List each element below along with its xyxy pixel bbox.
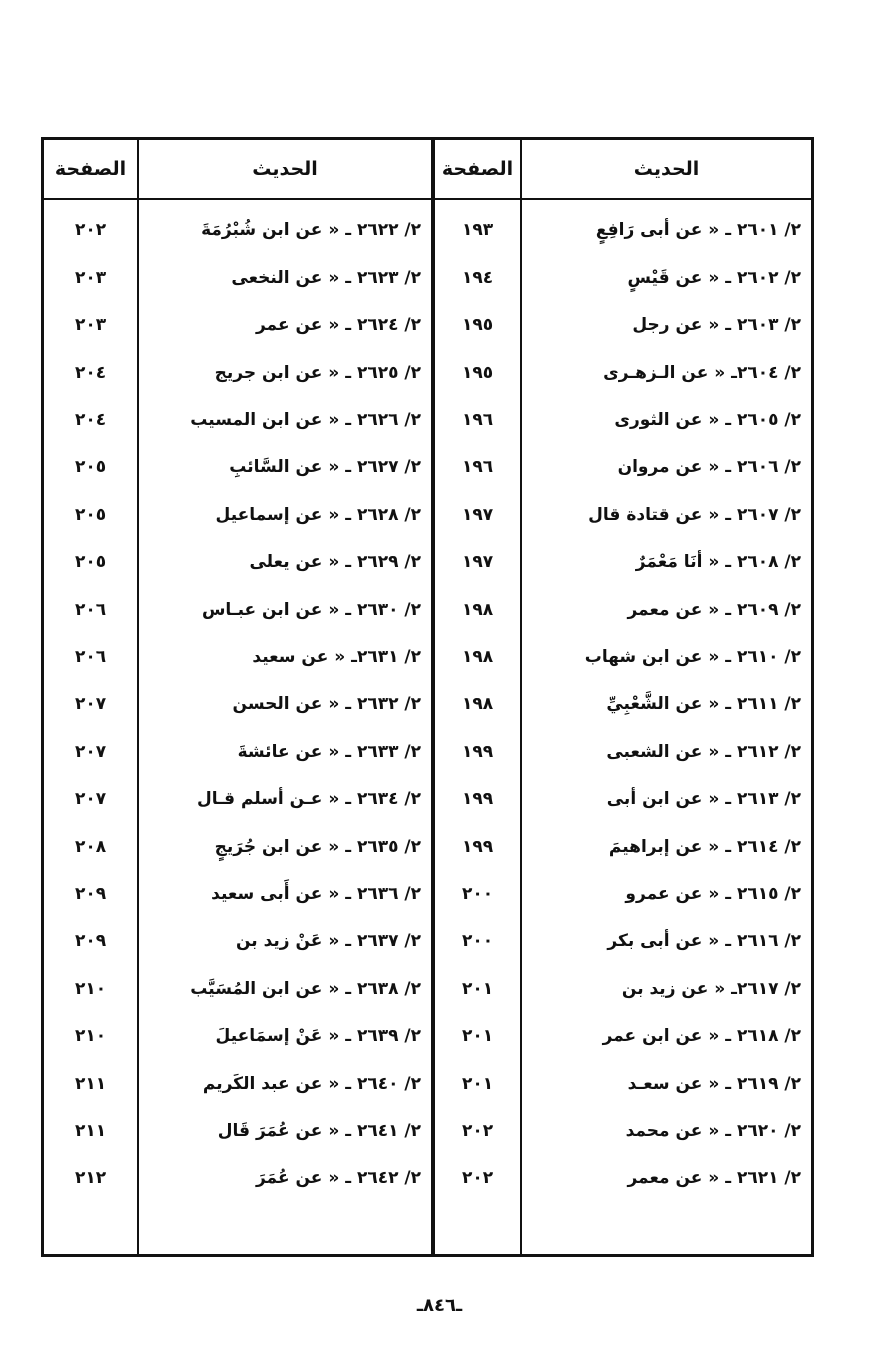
left-page-cell: ٢٠٤	[74, 409, 107, 430]
left-page-cell: ٢٠٧	[74, 694, 107, 715]
table-row	[44, 1155, 811, 1202]
right-hadith-cell: ٢/ ٢٦٠٧ ـ « عن قتادة قال	[588, 504, 801, 525]
left-hadith-cell: ٢/ ٢٦٣٧ ـ « عَنْ زيد بن	[235, 931, 421, 952]
left-hadith-cell: ٢/ ٢٦٢٦ ـ « عن ابن المسيب	[190, 409, 421, 430]
right-page-cell: ٢٠٢	[461, 1120, 494, 1141]
right-hadith-cell: ٢/ ٢٦١٣ ـ « عن ابن أبى	[606, 789, 801, 810]
right-page-cell: ١٩٦	[461, 457, 494, 478]
right-page-cell: ١٩٨	[461, 599, 494, 620]
left-page-cell: ٢٠٦	[74, 646, 107, 667]
left-hadith-cell: ٢/ ٢٦٢٧ ـ « عن السَّائبِ	[229, 457, 421, 478]
left-page-cell: ٢١٢	[74, 1168, 107, 1189]
right-page-cell: ٢٠١	[461, 1073, 494, 1094]
left-page-cell: ٢٠٩	[74, 883, 107, 904]
right-hadith-cell: ٢/ ٢٦٠٤ـ « عن الـزهـرى	[603, 362, 801, 383]
left-page-cell: ٢٠٢	[74, 220, 107, 241]
right-hadith-cell: ٢/ ٢٦١٤ ـ « عن إبراهيمَ	[608, 836, 801, 857]
right-page-cell: ١٩٩	[461, 836, 494, 857]
left-page-cell: ٢٠٧	[74, 741, 107, 762]
table-row	[44, 634, 811, 681]
right-page-cell: ١٩٤	[461, 267, 494, 288]
right-hadith-cell: ٢/ ٢٦١٦ ـ « عن أبى بكر	[607, 931, 801, 952]
left-page-cell: ٢٠٥	[74, 457, 107, 478]
left-hadith-cell: ٢/ ٢٦٣١ـ « عن سعيد	[252, 646, 421, 667]
right-hadith-cell: ٢/ ٢٦١٢ ـ « عن الشعبى	[606, 741, 801, 762]
right-hadith-cell: ٢/ ٢٦٠٢ ـ « عن قَيْسٍ	[627, 267, 801, 288]
right-page-cell: ١٩٩	[461, 741, 494, 762]
right-page-cell: ١٩٧	[461, 552, 494, 573]
left-page-cell: ٢١١	[74, 1073, 107, 1094]
left-hadith-cell: ٢/ ٢٦٣٢ ـ « عن الحسن	[232, 694, 421, 715]
right-hadith-cell: ٢/ ٢٦٠١ ـ « عن أبى رَافِعٍ	[595, 220, 801, 241]
header-divider	[44, 198, 811, 200]
right-hadith-cell: ٢/ ٢٦١١ ـ « عن الشَّعْبِيِّ	[606, 694, 801, 715]
table-row	[44, 1108, 811, 1155]
left-page-cell: ٢٠٥	[74, 552, 107, 573]
right-hadith-cell: ٢/ ٢٦٠٨ ـ « أنَا مَعْمَرٌ	[635, 552, 801, 573]
page-number: ـ٨٤٦ـ	[416, 1295, 463, 1316]
right-hadith-cell: ٢/ ٢٦١٩ ـ « عن سعـد	[627, 1073, 801, 1094]
left-hadith-cell: ٢/ ٢٦٣٦ ـ « عن أَبى سعيد	[211, 883, 421, 904]
right-hadith-cell: ٢/ ٢٦٠٦ ـ « عن مروان	[617, 457, 801, 478]
right-page-cell: ١٩٣	[461, 220, 494, 241]
table-row	[44, 586, 811, 633]
right-page-cell: ١٩٨	[461, 646, 494, 667]
header-right-hadith: الحديث	[633, 158, 700, 180]
left-page-cell: ٢١٠	[74, 978, 107, 999]
left-page-cell: ٢٠٧	[74, 789, 107, 810]
right-hadith-cell: ٢/ ٢٦١٨ ـ « عن ابن عمر	[602, 1026, 801, 1047]
table-row	[44, 728, 811, 775]
right-page-cell: ٢٠١	[461, 1026, 494, 1047]
left-hadith-cell: ٢/ ٢٦٣٠ ـ « عن ابن عبـاس	[201, 599, 421, 620]
table-row	[44, 491, 811, 538]
left-page-cell: ٢٠٤	[74, 362, 107, 383]
right-hadith-cell: ٢/ ٢٦١٠ ـ « عن ابن شهاب	[584, 646, 801, 667]
left-hadith-cell: ٢/ ٢٦٢٥ ـ « عن ابن جريج	[214, 362, 421, 383]
left-hadith-cell: ٢/ ٢٦٢٢ ـ « عن ابن شُبْرُمَةَ	[201, 220, 421, 241]
right-page-cell: ١٩٦	[461, 409, 494, 430]
right-page-cell: ٢٠٠	[461, 883, 494, 904]
table-row	[44, 871, 811, 918]
right-page-cell: ٢٠١	[461, 978, 494, 999]
left-hadith-cell: ٢/ ٢٦٤١ ـ « عن عُمَرَ قَال	[217, 1120, 421, 1141]
right-page-cell: ١٩٩	[461, 789, 494, 810]
table-row	[44, 1013, 811, 1060]
table-row	[44, 254, 811, 301]
table-row	[44, 349, 811, 396]
left-hadith-cell: ٢/ ٢٦٣٥ ـ « عن ابن جُرَيجٍ	[214, 836, 421, 857]
left-page-cell: ٢٠٥	[74, 504, 107, 525]
right-hadith-cell: ٢/ ٢٦٢٠ ـ « عن محمد	[625, 1120, 801, 1141]
table-row	[44, 776, 811, 823]
table-row	[44, 965, 811, 1012]
left-page-cell: ٢٠٩	[74, 931, 107, 952]
left-hadith-cell: ٢/ ٢٦٣٨ ـ « عن ابن المُسَيَّب	[190, 978, 421, 999]
header-left-hadith: الحديث	[252, 158, 318, 180]
right-page-cell: ١٩٥	[461, 362, 494, 383]
right-hadith-cell: ٢/ ٢٦١٧ـ « عن زيد بن	[621, 978, 801, 999]
right-page-cell: ٢٠٠	[461, 931, 494, 952]
header-right-page: الصفحة	[441, 158, 514, 180]
table-row	[44, 681, 811, 728]
left-page-cell: ٢٠٨	[74, 836, 107, 857]
right-page-cell: ٢٠٢	[461, 1168, 494, 1189]
table-row	[44, 823, 811, 870]
table-row	[44, 918, 811, 965]
right-hadith-cell: ٢/ ٢٦٠٥ ـ « عن الثورى	[614, 409, 801, 430]
right-page-cell: ١٩٨	[461, 694, 494, 715]
index-table	[41, 137, 814, 1257]
left-hadith-cell: ٢/ ٢٦٣٤ ـ « عـن أسلم قـال	[196, 789, 421, 810]
left-hadith-cell: ٢/ ٢٦٤٢ ـ « عن عُمَرَ	[255, 1168, 421, 1189]
left-hadith-cell: ٢/ ٢٦٢٨ ـ « عن إسماعيل	[215, 504, 421, 525]
left-hadith-cell: ٢/ ٢٦٢٤ ـ « عن عمر	[255, 315, 421, 336]
table-row	[44, 1060, 811, 1107]
table-row	[44, 397, 811, 444]
left-page-cell: ٢١٠	[74, 1026, 107, 1047]
left-page-cell: ٢٠٣	[74, 267, 107, 288]
table-row	[44, 207, 811, 254]
right-page-cell: ١٩٧	[461, 504, 494, 525]
table-row	[44, 444, 811, 491]
header-left-page: الصفحة	[54, 158, 127, 180]
right-page-cell: ١٩٥	[461, 315, 494, 336]
table-row	[44, 302, 811, 349]
right-hadith-cell: ٢/ ٢٦١٥ ـ « عن عمرو	[625, 883, 801, 904]
table-row	[44, 539, 811, 586]
left-page-cell: ٢٠٦	[74, 599, 107, 620]
left-hadith-cell: ٢/ ٢٦٣٩ ـ « عَنْ إسمَاعيلَ	[215, 1026, 421, 1047]
right-hadith-cell: ٢/ ٢٦٢١ ـ « عن معمر	[627, 1168, 801, 1189]
left-page-cell: ٢٠٣	[74, 315, 107, 336]
left-hadith-cell: ٢/ ٢٦٢٩ ـ « عن يعلى	[249, 552, 421, 573]
left-hadith-cell: ٢/ ٢٦٣٣ ـ « عن عائشةَ	[237, 741, 421, 762]
right-hadith-cell: ٢/ ٢٦٠٩ ـ « عن معمر	[627, 599, 801, 620]
left-hadith-cell: ٢/ ٢٦٢٣ ـ « عن النخعى	[231, 267, 421, 288]
left-hadith-cell: ٢/ ٢٦٤٠ ـ « عن عبد الكَريم	[202, 1073, 421, 1094]
left-page-cell: ٢١١	[74, 1120, 107, 1141]
right-hadith-cell: ٢/ ٢٦٠٣ ـ « عن رجل	[632, 315, 801, 336]
